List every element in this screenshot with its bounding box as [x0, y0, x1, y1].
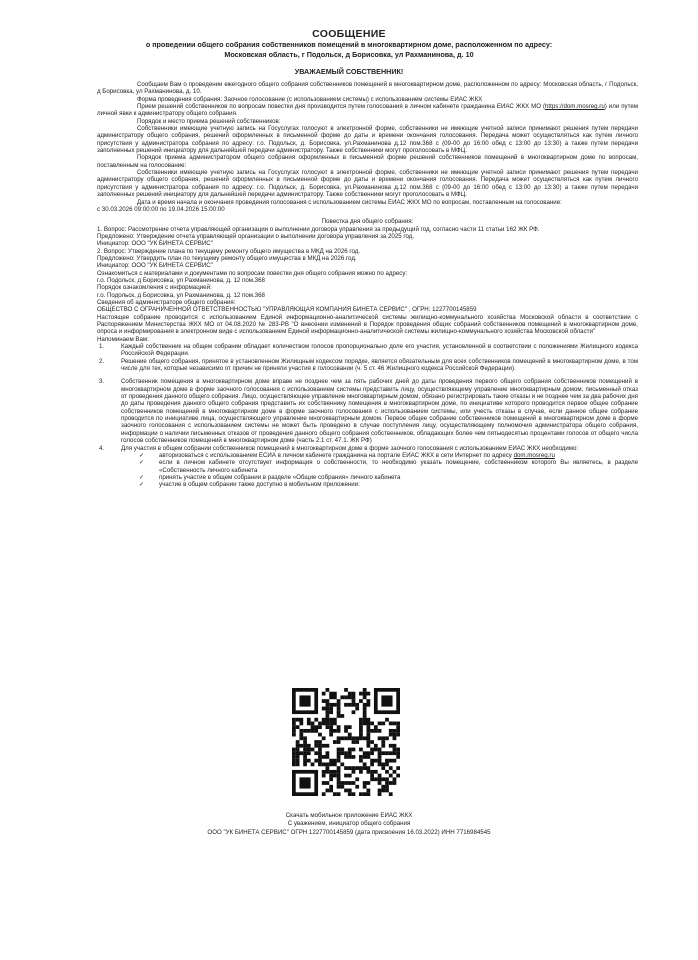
agenda-heading: Повестка дня общего собрания:	[321, 218, 414, 226]
voting-form: Форма проведения собрания: Заочное голосование (с использованием системы) с использованием системы ЕИАС ЖКХ	[137, 95, 483, 103]
admin-procedure-paragraph: Собственники имеющие учетную запись на Госуслугах голосуют в электронной форме, собственники не имеющие учетной записи принимают решения путем передачи администратору общего собрания, решений оформленных в письменной форме до даты и времени окончания голосования. Передача может осуществляться как путем личного присутствия у администратора собрания по адресу: г.о. Подольск, д. Борисовка, ул.Рахманинова д.12 пом.368 с (09-00 до 16:00 обед с 13:00 до 13:30) а также путем передачи заполненных решений инициатору для дальнейшей передачи администратору. Также собственники могут проголосовать в МФЦ.	[97, 169, 638, 199]
reminder-text: Собственник помещения в многоквартирном доме вправе не позднее чем за пять рабочих дней до даты проведения первого общего собрания собственников помещений в многоквартирном доме в форме заочного голосования с использованием системы представить лицу, осуществляющему управление многоквартирным домом, письменный отказ от проведения данного общего собрания. Лицо, осуществляющее управление многоквартирным домом, обязано регистрировать такие отказы и не позднее чем за два рабочих дня до даты проведения данного общего собрания представить их собственнику помещения в многоквартирном доме, по инициативе которого проводится первое общее собрание собственников помещений в многоквартирном доме в форме заочного голосования с использованием системы, или учесть отказы в случае, если данное общее собрание проводится по инициативе лица, осуществляющего управление многоквартирным домом. Первое общее собрание собственников помещений в многоквартирном доме в форме заочного голосования с использованием системы не может быть проведено в случае поступления лицу, осуществляющему полномочия администратора общего собрания, информации о наличии письменных отказов от проведения данного общего собрания собственников, обладающих более чем пятьюдесятью процентами голосов от общего числа голосов собственников помещений в многоквартирном доме (часть 2.1 ст. 47.1. ЖК РФ)	[121, 378, 638, 445]
check-icon: ✓	[139, 473, 145, 481]
reminder-text: Решение общего собрания, принятое в установленном Жилищным кодексом порядке, является обязательным для всех собственников помещений в многоквартирном доме, в том числе для тех, которые независимо от причин не приняли участия в голосовании (ч. 5 ст. 46 Жилищного кодекса Российской Федерации).	[121, 357, 638, 373]
reminder-item-4	[97, 445, 638, 452]
reminder-number: 1.	[99, 343, 105, 351]
agenda-question-2: 2. Вопрос: Утверждение плана по текущему ремонту общего имущества в МКД на 2026 год.	[97, 247, 361, 255]
voting-period: с 30.03.2026 09:00:00 по 19.04.2026 15:00:00	[97, 205, 225, 213]
salutation: УВАЖАЕМЫЙ СОБСТВЕННИК!	[294, 67, 404, 76]
agenda-proposal-1: Предложено: Утверждение отчета управляющей организации о выполнении договора управления за 2025 год.	[97, 232, 415, 240]
step-authorize	[97, 452, 638, 459]
procedure-paragraph: Собственники имеющие учетную запись на Госуслугах голосуют в электронной форме, собственники не имеющие учетной записи принимают решения путем передачи администратору общего собрания, решений оформленных в письменной форме до даты и времени окончания голосования. Передача может осуществляться как путем личного присутствия у администратора собрания по адресу: г.о. Подольск, д. Борисовка, ул.Рахманинова д.12 пом.368 с (09-00 до 16:00 обед с 13:00 до 13:30) а также путем передачи заполненных решений инициатору для дальнейшей передачи администратору. Также собственники могут проголосовать в МФЦ.	[97, 125, 638, 155]
step-text-a: авторизоваться с использованием ЕСИА в личном кабинете гражданина на портале ЕИАС ЖКХ в сети Интернет по адресу	[159, 451, 514, 459]
admin-info-heading: Сведения об администраторе общего собрания:	[97, 298, 236, 306]
admin-procedure-heading: Порядок приема администратором общего собрания оформленных в письменной форме решений собственников помещений в многоквартирном доме по вопросам, поставленным на голосование:	[97, 154, 638, 169]
admin-info: ОБЩЕСТВО С ОГРАНИЧЕННОЙ ОТВЕТСТВЕННОСТЬЮ "УПРАВЛЯЮЩАЯ КОМПАНИЯ БИНЕТА СЕРВИС" , ОГРН: 1227700145859	[97, 306, 477, 314]
step-text: если в личном кабинете отсутствует информация о собственности, то необходимо указать помещение, собственником которого Вы являетесь, в разделе «Собственность личного кабинета	[159, 459, 638, 474]
reminder-number: 3.	[99, 378, 105, 386]
info-procedure-address: г.о. Подольск, д Борисовка, ул Рахманинова, д. 12 пом.368	[97, 291, 265, 299]
step-mobile	[97, 481, 638, 488]
document-subtitle: о проведении общего собрания собственников помещений в многоквартирном доме, расположенном по адресу:	[145, 40, 553, 49]
procedure-heading: Порядок и место приема решений собственников:	[137, 117, 281, 125]
step-participate	[97, 474, 638, 481]
document-title: СООБЩЕНИЕ	[312, 28, 386, 40]
qr-caption: Скачать мобильное приложение ЕИАС ЖКХ	[285, 812, 413, 819]
materials-address: г.о. Подольск, д Борисовка, ул Рахманинова, д. 12 пом.368	[97, 276, 265, 284]
portal-link[interactable]: dom.mosreg.ru	[513, 451, 555, 459]
reminder-item-1	[97, 343, 638, 358]
check-icon: ✓	[139, 451, 145, 459]
check-icon: ✓	[139, 459, 145, 467]
qr-code-icon[interactable]	[292, 688, 400, 796]
voting-period-heading: Дата и время начала и окончания проведения голосования с использованием системы ЕИАС ЖКХ МО по вопросам, поставленным на голосование:	[137, 198, 562, 206]
document-address: Московская область, г Подольск, д Борисовка, ул Рахманинова, д. 10	[224, 50, 474, 59]
reminder-text: Каждый собственник на общем собрании обладает количеством голосов пропорционально доле его участия, установленной в соответствии с положениями Жилищного кодекса Российской Федерации.	[121, 343, 638, 358]
intro-paragraph: Сообщаем Вам о проведении ежегодного общего собрания собственников помещений в многоквартирном доме, расположенном по адресу: Московская область, г Подольск, д Борисовка, ул Рахманинова, д. 10.	[97, 81, 638, 96]
decision-acceptance	[97, 103, 638, 118]
agenda-initiator-2: Инициатор: ООО "УК БИНЕТА СЕРВИС"	[97, 262, 213, 270]
info-procedure-heading: Порядок ознакомления с информацией:	[97, 284, 212, 292]
step-text: участие в общем собрании также доступно в мобильном приложении:	[159, 481, 360, 489]
decision-text-a: Прием решений собственников по вопросам повестки дня производится путем голосования в личном кабинете гражданина ЕИАС ЖКХ МО (	[137, 103, 546, 111]
agenda-initiator-1: Инициатор: ООО "УК БИНЕТА СЕРВИС"	[97, 240, 213, 248]
step-text	[159, 452, 638, 459]
document-body	[97, 81, 638, 489]
signature-line: С уважением, инициатор общего собрания	[287, 820, 411, 827]
step-text: принять участие в общем собрании в разделе «Общие собрания» личного кабинета	[159, 473, 401, 481]
reminder-item-3	[97, 378, 638, 444]
reminder-heading: Напоминаем Вам:	[97, 335, 149, 343]
materials-line: Ознакомиться с материалами и документами по вопросам повестки дня общего собрания можно по адресу:	[97, 269, 408, 277]
reminder-text: Для участия в общем собрании собственников помещений в многоквартирном доме в форме заочного голосования с использованием ЕИАС ЖКХ необходимо:	[121, 444, 579, 452]
portal-link[interactable]: https://dom.mosreg.ru	[545, 103, 605, 111]
footer-org: ООО "УК БИНЕТА СЕРВИС" ОГРН 1227700145859 (дата присвоения 16.03.2022) ИНН 7716984545	[207, 829, 491, 836]
agenda-question-1: 1. Вопрос: Рассмотрение отчета управляющей организации о выполнении договора управления за предыдущий год, согласно части 11 статьи 162 ЖК РФ.	[97, 225, 540, 233]
legal-basis: Настоящее собрание проводится с использованием Единой информационно-аналитической системы жилищно-коммунального хозяйства Московской области в соответствии с Распоряжением Министерства ЖКХ МО от 04.08.2020 № 283-РВ "О внесении изменений в Порядок проведения общих собраний собственников помещений в многоквартирном доме, опроса и информирования в электронном виде с использованием Единой информационно-аналитической системы жилищно-коммунального хозяйства Московской области"	[97, 313, 638, 336]
reminder-item-2	[97, 358, 638, 373]
reminder-number: 2.	[99, 357, 105, 365]
decision-text-b: ) или путем личной явки к администратору общего собрания.	[97, 103, 638, 118]
reminder-number: 4.	[99, 444, 105, 452]
check-icon: ✓	[139, 481, 145, 489]
agenda-proposal-2: Предложено: Утвердить план по текущему ремонту общего имущества в МКД на 2026 год.	[97, 254, 357, 262]
step-property	[97, 459, 638, 474]
